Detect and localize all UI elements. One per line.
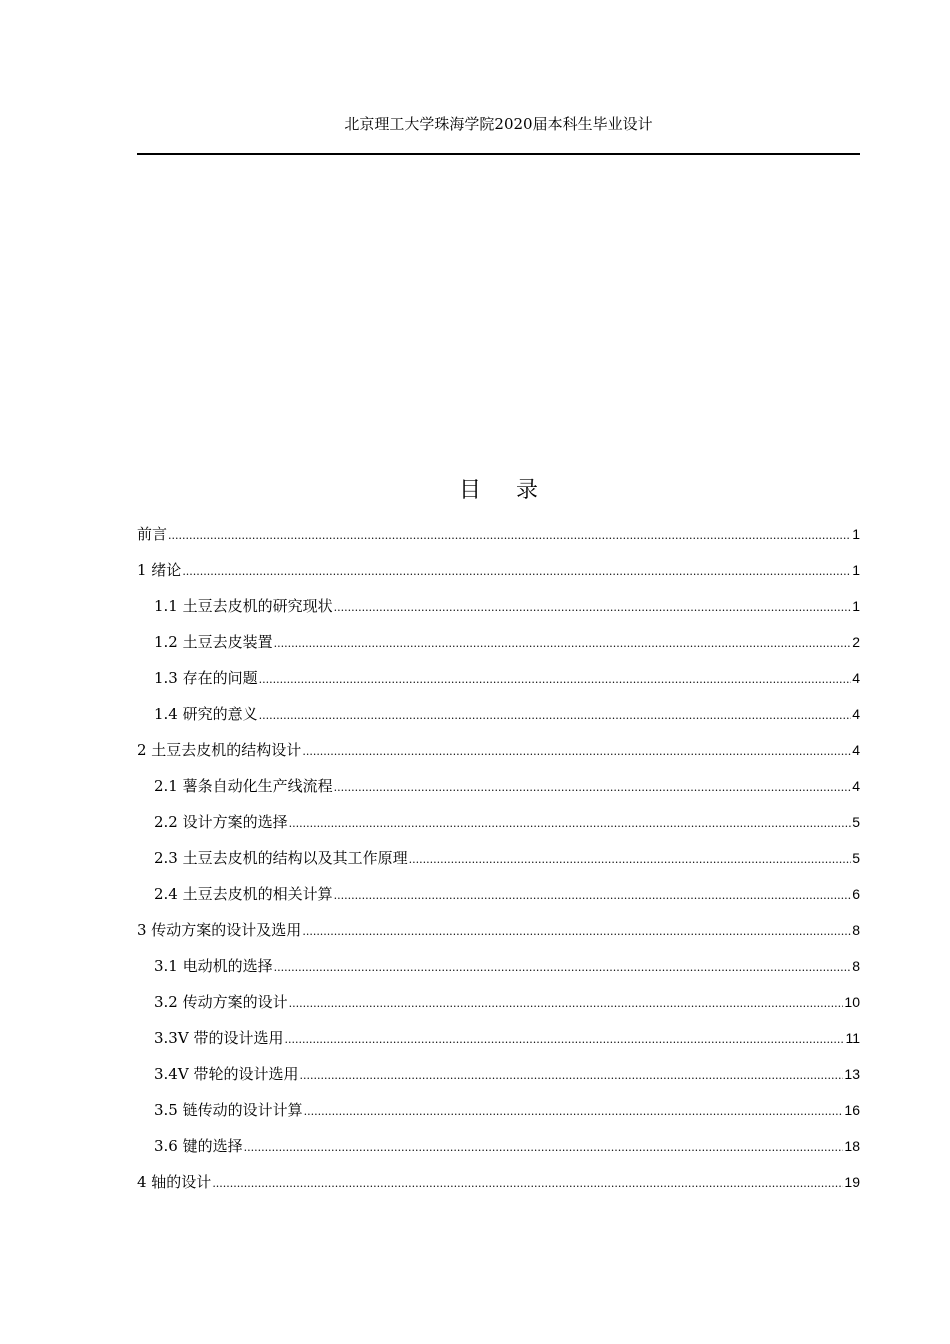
- toc-entry[interactable]: [137, 768, 860, 804]
- toc-entry-label: 1 绪论: [137, 561, 182, 579]
- toc-entry-page: 5: [852, 850, 860, 866]
- toc-entry-label: 2.4 土豆去皮机的相关计算: [154, 885, 333, 903]
- toc-entry-page: 4: [852, 670, 860, 686]
- toc-title: 目 录: [459, 478, 552, 503]
- toc-entry[interactable]: [137, 696, 860, 732]
- toc-entry[interactable]: [137, 516, 860, 552]
- toc-entry-label: 1.3 存在的问题: [154, 669, 258, 687]
- toc-entry-label: 3.5 链传动的设计计算: [154, 1101, 303, 1119]
- toc-entry-page: 13: [844, 1066, 860, 1082]
- toc-dot-leader: [284, 1022, 844, 1058]
- toc-dot-leader: [302, 734, 851, 770]
- toc-dot-leader: [334, 590, 852, 626]
- toc-dot-leader: [244, 1130, 844, 1166]
- toc-entry[interactable]: [137, 912, 860, 948]
- toc-entry-page: 11: [845, 1030, 860, 1046]
- header-rule: [137, 153, 860, 155]
- toc-entry[interactable]: [137, 804, 860, 840]
- toc-dot-leader: [409, 842, 852, 878]
- toc-dot-leader: [259, 662, 852, 698]
- toc-entry-page: 1: [852, 598, 860, 614]
- toc-entry-page: 1: [852, 526, 860, 542]
- toc-entry[interactable]: [137, 1020, 860, 1056]
- toc-dot-leader: [304, 1094, 844, 1130]
- toc-entry[interactable]: [137, 1092, 860, 1128]
- toc-entry-label: 3.2 传动方案的设计: [154, 993, 288, 1011]
- toc-entry-page: 6: [852, 886, 860, 902]
- toc-dot-leader: [289, 806, 852, 842]
- toc-dot-leader: [212, 1166, 843, 1202]
- toc-entry-page: 4: [852, 742, 860, 758]
- toc-entry[interactable]: [137, 840, 860, 876]
- toc-entry-page: 1: [852, 562, 860, 578]
- toc-dot-leader: [289, 986, 844, 1022]
- toc-dot-leader: [334, 878, 852, 914]
- toc-entry[interactable]: [137, 1128, 860, 1164]
- toc-entry-label: 3.6 键的选择: [154, 1137, 243, 1155]
- toc-entry[interactable]: [137, 732, 860, 768]
- toc-entry[interactable]: [137, 1056, 860, 1092]
- toc-entry-label: 2.1 薯条自动化生产线流程: [154, 777, 333, 795]
- toc-entry-label: 3.1 电动机的选择: [154, 957, 273, 975]
- toc-dot-leader: [274, 626, 852, 662]
- toc-dot-leader: [168, 518, 851, 554]
- toc-dot-leader: [299, 1058, 843, 1094]
- toc-entry-page: 18: [844, 1138, 860, 1154]
- toc-entry[interactable]: [137, 984, 860, 1020]
- toc-entry-label: 2.3 土豆去皮机的结构以及其工作原理: [154, 849, 408, 867]
- toc-entry[interactable]: [137, 948, 860, 984]
- toc-entry[interactable]: [137, 552, 860, 588]
- toc-entry[interactable]: [137, 660, 860, 696]
- toc-entry-page: 4: [852, 706, 860, 722]
- toc-entry-page: 5: [852, 814, 860, 830]
- toc-entry-label: 2 土豆去皮机的结构设计: [137, 741, 302, 759]
- toc-entry-label: 4 轴的设计: [137, 1173, 212, 1191]
- toc-entry-page: 19: [844, 1174, 860, 1190]
- toc-dot-leader: [182, 554, 851, 590]
- toc-entry-label: 3.3V 带的设计选用: [154, 1029, 284, 1047]
- toc-entry-label: 3 传动方案的设计及选用: [137, 921, 302, 939]
- toc-entry[interactable]: [137, 588, 860, 624]
- toc-dot-leader: [302, 914, 851, 950]
- toc-dot-leader: [334, 770, 852, 806]
- toc-entry-page: 8: [852, 922, 860, 938]
- toc-dot-leader: [274, 950, 852, 986]
- toc-entry[interactable]: [137, 876, 860, 912]
- toc-entry-page: 16: [844, 1102, 860, 1118]
- toc-dot-leader: [259, 698, 852, 734]
- toc-entry-label: 1.1 土豆去皮机的研究现状: [154, 597, 333, 615]
- toc-entry-page: 4: [852, 778, 860, 794]
- page-header: 北京理工大学珠海学院2020届本科生毕业设计: [344, 115, 653, 133]
- toc-entry-label: 前言: [137, 525, 168, 543]
- toc-entry[interactable]: [137, 624, 860, 660]
- toc-entry-page: 8: [852, 958, 860, 974]
- toc-entry-label: 1.4 研究的意义: [154, 705, 258, 723]
- toc-entry[interactable]: [137, 1164, 860, 1200]
- table-of-contents: [137, 516, 860, 1200]
- toc-entry-page: 10: [844, 994, 860, 1010]
- toc-entry-label: 3.4V 带轮的设计选用: [154, 1065, 299, 1083]
- toc-entry-label: 1.2 土豆去皮装置: [154, 633, 273, 651]
- toc-entry-label: 2.2 设计方案的选择: [154, 813, 288, 831]
- toc-entry-page: 2: [852, 634, 860, 650]
